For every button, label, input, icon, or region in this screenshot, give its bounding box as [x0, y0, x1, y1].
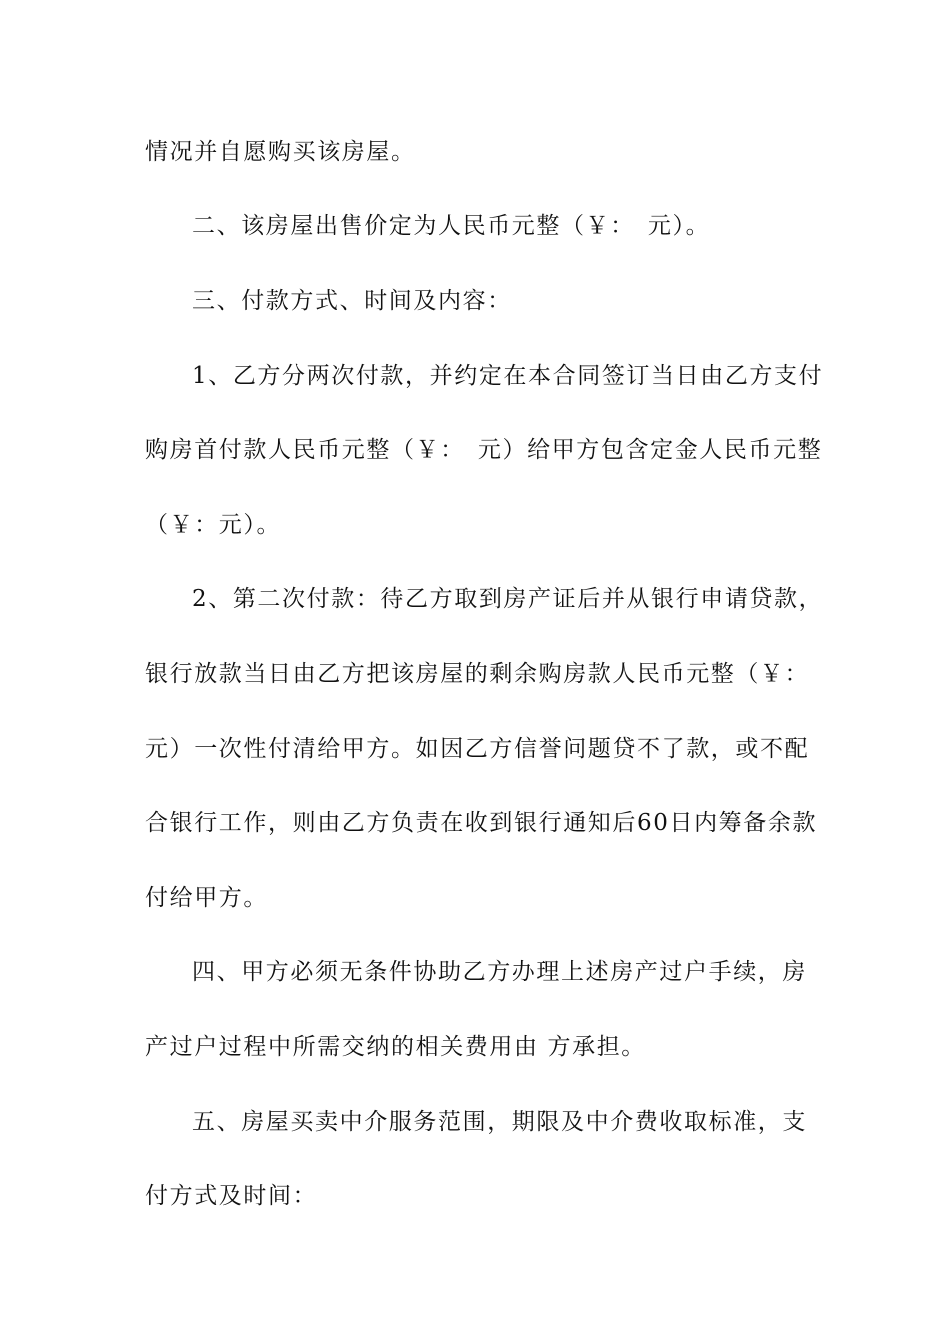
paragraph-line: 四、甲方必须无条件协助乙方办理上述房产过户手续，房: [192, 959, 807, 985]
paragraph-line: 银行放款当日由乙方把该房屋的剩余购房款人民币元整（￥：: [145, 661, 810, 687]
paragraph-line: 付方式及时间：: [145, 1183, 318, 1209]
paragraph-line: 产过户过程中所需交纳的相关费用由 方承担。: [145, 1034, 646, 1060]
paragraph-line: 合银行工作，则由乙方负责在收到银行通知后60日内筹备余款: [145, 810, 818, 836]
paragraph-line: 情况并自愿购买该房屋。: [145, 139, 416, 165]
paragraph-line: （￥：元）。: [145, 512, 282, 538]
paragraph-line: 二、该房屋出售价定为人民币元整（￥： 元）。: [192, 213, 711, 239]
paragraph-line: 购房首付款人民币元整（￥： 元）给甲方包含定金人民币元整: [145, 437, 823, 463]
paragraph-line: 五、房屋买卖中介服务范围，期限及中介费收取标准，支: [192, 1109, 807, 1135]
paragraph-line: 2、第二次付款：待乙方取到房产证后并从银行申请贷款，: [192, 586, 824, 612]
paragraph-line: 三、付款方式、时间及内容：: [192, 288, 512, 314]
paragraph-line: 1、乙方分两次付款，并约定在本合同签订当日由乙方支付: [192, 363, 824, 389]
paragraph-line: 付给甲方。: [145, 885, 268, 911]
paragraph-line: 元）一次性付清给甲方。如因乙方信誉问题贷不了款，或不配: [145, 736, 810, 762]
